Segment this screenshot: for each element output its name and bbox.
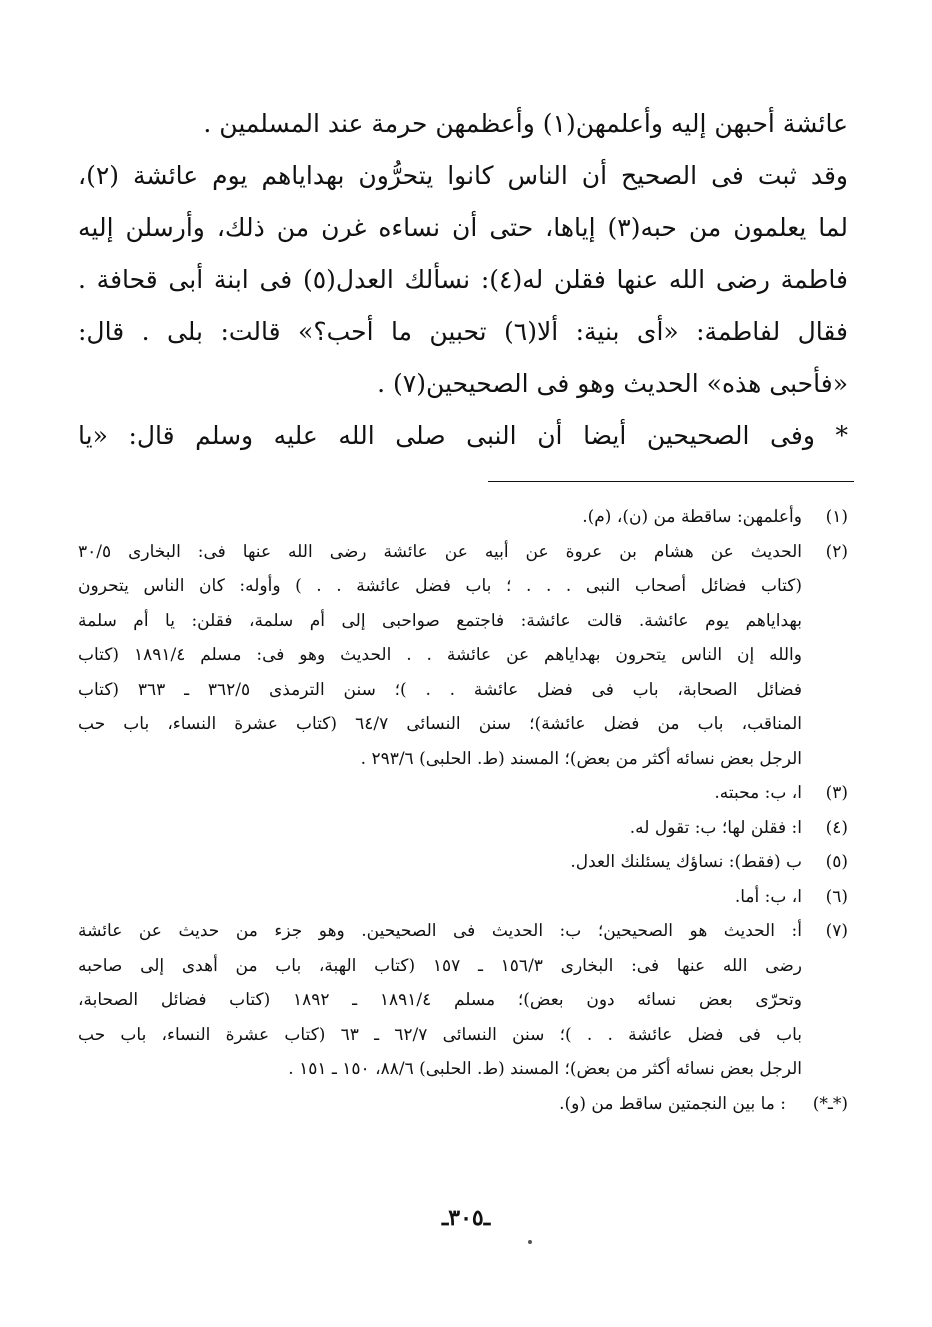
footnotes <box>78 500 848 1121</box>
footnote-line: ب (فقط): نساؤك يسئلنك العدل. <box>570 852 802 872</box>
print-speck <box>528 1240 532 1244</box>
footnote-line: (كتاب فضائل أصحاب النبى . . . ؛ باب فضل عائشة . . ) وأوله: كان الناس يتحرون <box>78 576 802 596</box>
footnote-number: (*ـ*) <box>812 1093 848 1114</box>
footnote-number: (٣) <box>825 783 848 803</box>
footnote-4 <box>78 811 848 846</box>
footnote-line: وتحرّى بعض نسائه دون بعض)؛ مسلم ١٨٩١/٤ ـ ١٨٩٢ (كتاب فضائل الصحابة، <box>78 990 802 1010</box>
body-line-2: وقد ثبت فى الصحيح أن الناس كانوا يتحرُّون بهداياهم يوم عائشة (٢)، <box>78 161 848 190</box>
footnote-asterisk <box>78 1087 848 1122</box>
body-line-4: فاطمة رضى الله عنها فقلن له(٤): نسألك العدل(٥) فى ابنة أبى قحافة . <box>78 265 848 294</box>
footnote-text <box>78 1087 786 1122</box>
footnote-line: ا، ب: أما. <box>734 886 802 907</box>
footnote-6 <box>78 880 848 915</box>
footnote-text <box>78 500 802 535</box>
footnote-line: الرجل بعض نسائه أكثر من بعض)؛ المسند (ط. الحلبى) ٢٩٣/٦ . <box>360 748 802 769</box>
body-line-1: عائشة أحبهن إليه وأعلمهن(١) وأعظمهن حرمة عند المسلمين . <box>203 109 848 138</box>
body-line-6: «فأحبى هذه» الحديث وهو فى الصحيحين(٧) . <box>377 369 848 398</box>
main-text <box>78 98 848 462</box>
footnote-number: (٤) <box>825 817 848 838</box>
footnote-7 <box>78 914 848 1087</box>
footnote-line: أ: الحديث هو الصحيحين؛ ب: الحديث فى الصحيحين. وهو جزء من حديث عن عائشة <box>78 921 802 941</box>
footnote-number: (٥) <box>825 852 848 872</box>
footnote-text <box>78 845 802 880</box>
page-number: ـ٣٠٥ـ <box>441 1205 491 1231</box>
footnote-number: (٧) <box>825 921 848 941</box>
footnote-line: فضائل الصحابة، باب فى فضل عائشة . . )؛ سنن الترمذى ٣٦٢/٥ ـ ٣٦٣ (كتاب <box>78 679 802 700</box>
footnote-line: والله إن الناس يتحرون بهداياهم عن عائشة . . الحديث وهو فى: مسلم ١٨٩١/٤ (كتاب <box>78 645 802 665</box>
footnote-line: المناقب، باب من فضل عائشة)؛ سنن النسائى ٦٤/٧ (كتاب عشرة النساء، باب حب <box>78 714 802 734</box>
footnote-line: بهداياهم يوم عائشة. قالت عائشة: فاجتمع صواحبى إلى أم سلمة، فقلن: يا أم سلمة <box>78 610 802 631</box>
footnote-text <box>78 811 802 846</box>
footnote-text <box>78 880 802 915</box>
footnote-line: ا، ب: محبته. <box>714 783 802 803</box>
footnote-divider <box>488 481 854 482</box>
footnote-5 <box>78 845 848 880</box>
footnote-line: الحديث عن هشام بن عروة عن أبيه عن عائشة رضى الله عنها فى: البخارى ٣٠/٥ <box>78 541 802 562</box>
footnote-number: (٦) <box>825 886 848 907</box>
body-line-7: * وفى الصحيحين أيضا أن النبى صلى الله عليه وسلم قال: «يا <box>78 421 848 450</box>
footnote-line: باب فى فضل عائشة . . )؛ سنن النسائى ٦٢/٧ ـ ٦٣ (كتاب عشرة النساء، باب حب <box>78 1024 802 1045</box>
footnote-number: (١) <box>825 507 848 527</box>
footnote-1 <box>78 500 848 535</box>
footnote-line: وأعلمهن: ساقطة من (ن)، (م). <box>582 507 802 527</box>
footnote-text <box>78 914 802 1087</box>
footnote-number: (٢) <box>825 541 848 562</box>
footnote-line: ا: فقلن لها؛ ب: تقول له. <box>629 817 802 838</box>
body-line-5: فقال لفاطمة: «أى بنية: ألا(٦) تحبين ما أحب؟» قالت: بلى . قال: <box>78 317 848 346</box>
footnote-line: : ما بين النجمتين ساقط من (و). <box>559 1093 786 1114</box>
footnote-line: رضى الله عنها فى: البخارى ١٥٦/٣ ـ ١٥٧ (كتاب الهبة، باب من أهدى إلى صاحبه <box>78 955 802 976</box>
footnote-line: الرجل بعض نسائه أكثر من بعض)؛ المسند (ط. الحلبى) ٨٨/٦، ١٥٠ ـ ١٥١ . <box>288 1059 802 1079</box>
footnote-text <box>78 776 802 811</box>
footnote-3 <box>78 776 848 811</box>
footnote-text <box>78 535 802 777</box>
footnote-2 <box>78 535 848 777</box>
body-line-3: لما يعلمون من حبه(٣) إياها، حتى أن نساءه غرن من ذلك، وأرسلن إليه <box>78 213 848 242</box>
